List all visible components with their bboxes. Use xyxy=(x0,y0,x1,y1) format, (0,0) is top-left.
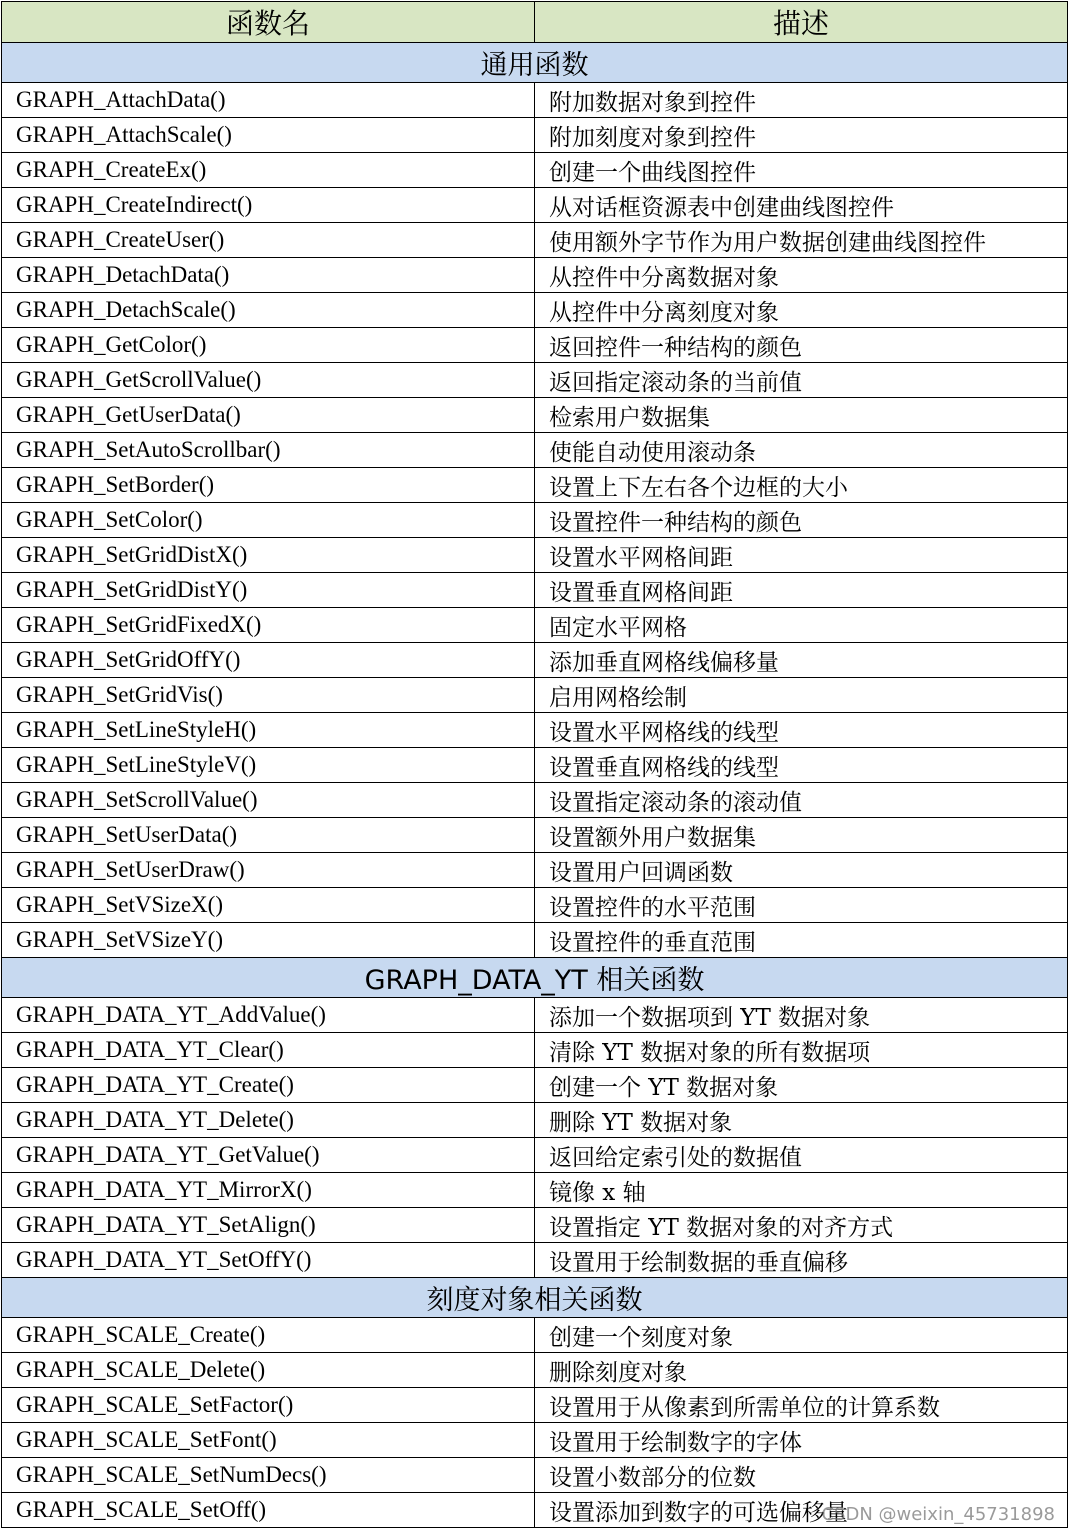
function-description-cell: 设置用于绘制数据的垂直偏移 xyxy=(535,1243,1068,1278)
function-name-cell: GRAPH_DATA_YT_GetValue() xyxy=(2,1138,535,1173)
function-description-cell: 设置上下左右各个边框的大小 xyxy=(535,468,1068,503)
function-description-cell: 设置指定 YT 数据对象的对齐方式 xyxy=(535,1208,1068,1243)
function-description-cell: 返回给定索引处的数据值 xyxy=(535,1138,1068,1173)
function-description-cell: 从控件中分离数据对象 xyxy=(535,258,1068,293)
table-row xyxy=(2,1138,1068,1173)
function-name-cell: GRAPH_SetGridDistY() xyxy=(2,573,535,608)
function-description-cell: 固定水平网格 xyxy=(535,608,1068,643)
table-row xyxy=(2,1423,1068,1458)
function-name-cell: GRAPH_SCALE_Create() xyxy=(2,1318,535,1353)
function-description-cell: 设置指定滚动条的滚动值 xyxy=(535,783,1068,818)
table-row xyxy=(2,853,1068,888)
table-row xyxy=(2,538,1068,573)
table-row xyxy=(2,153,1068,188)
section-title: GRAPH_DATA_YT 相关函数 xyxy=(2,958,1068,998)
table-header-row xyxy=(2,2,1068,43)
function-description-cell: 设置用于从像素到所需单位的计算系数 xyxy=(535,1388,1068,1423)
function-name-cell: GRAPH_GetScrollValue() xyxy=(2,363,535,398)
function-name-cell: GRAPH_SCALE_SetFont() xyxy=(2,1423,535,1458)
table-row xyxy=(2,923,1068,958)
table-row xyxy=(2,363,1068,398)
function-name-cell: GRAPH_DATA_YT_Create() xyxy=(2,1068,535,1103)
function-description-cell: 清除 YT 数据对象的所有数据项 xyxy=(535,1033,1068,1068)
function-description-cell: 从对话框资源表中创建曲线图控件 xyxy=(535,188,1068,223)
function-description-cell: 删除 YT 数据对象 xyxy=(535,1103,1068,1138)
function-description-cell: 返回指定滚动条的当前值 xyxy=(535,363,1068,398)
table-row xyxy=(2,713,1068,748)
function-name-cell: GRAPH_GetUserData() xyxy=(2,398,535,433)
function-description-cell: 启用网格绘制 xyxy=(535,678,1068,713)
function-description-cell: 设置用于绘制数字的字体 xyxy=(535,1423,1068,1458)
function-table xyxy=(1,1,1068,1528)
table-row xyxy=(2,118,1068,153)
table-row xyxy=(2,1458,1068,1493)
function-name-cell: GRAPH_DATA_YT_AddValue() xyxy=(2,998,535,1033)
function-name-cell: GRAPH_DetachData() xyxy=(2,258,535,293)
function-name-cell: GRAPH_SetBorder() xyxy=(2,468,535,503)
function-name-cell: GRAPH_GetColor() xyxy=(2,328,535,363)
table-row xyxy=(2,1243,1068,1278)
function-name-cell: GRAPH_SetScrollValue() xyxy=(2,783,535,818)
table-row xyxy=(2,783,1068,818)
table-row xyxy=(2,678,1068,713)
function-name-cell: GRAPH_SCALE_Delete() xyxy=(2,1353,535,1388)
table-row xyxy=(2,1103,1068,1138)
table-row xyxy=(2,223,1068,258)
function-description-cell: 附加数据对象到控件 xyxy=(535,83,1068,118)
function-name-cell: GRAPH_CreateEx() xyxy=(2,153,535,188)
function-name-cell: GRAPH_SCALE_SetNumDecs() xyxy=(2,1458,535,1493)
table-row xyxy=(2,1068,1068,1103)
function-description-cell: 使用额外字节作为用户数据创建曲线图控件 xyxy=(535,223,1068,258)
function-description-cell: 设置垂直网格间距 xyxy=(535,573,1068,608)
function-description-cell: 设置用户回调函数 xyxy=(535,853,1068,888)
function-name-cell: GRAPH_SetLineStyleV() xyxy=(2,748,535,783)
section-header-row xyxy=(2,1278,1068,1318)
function-description-cell: 附加刻度对象到控件 xyxy=(535,118,1068,153)
table-row xyxy=(2,748,1068,783)
function-description-cell: 删除刻度对象 xyxy=(535,1353,1068,1388)
table-row xyxy=(2,468,1068,503)
table-row xyxy=(2,433,1068,468)
table-row xyxy=(2,818,1068,853)
function-name-cell: GRAPH_SetUserDraw() xyxy=(2,853,535,888)
section-title: 通用函数 xyxy=(2,43,1068,83)
watermark: CSDN @weixin_45731898 xyxy=(821,1504,1055,1525)
function-name-cell: GRAPH_SetGridVis() xyxy=(2,678,535,713)
section-header-row xyxy=(2,958,1068,998)
function-description-cell: 设置添加到数字的可选偏移量 xyxy=(535,1493,1068,1528)
function-name-cell: GRAPH_CreateIndirect() xyxy=(2,188,535,223)
function-name-cell: GRAPH_SetVSizeX() xyxy=(2,888,535,923)
table-row xyxy=(2,1318,1068,1353)
function-description-cell: 设置额外用户数据集 xyxy=(535,818,1068,853)
function-description-cell: 使能自动使用滚动条 xyxy=(535,433,1068,468)
function-name-cell: GRAPH_DATA_YT_MirrorX() xyxy=(2,1173,535,1208)
function-description-cell: 镜像 x 轴 xyxy=(535,1173,1068,1208)
table-row xyxy=(2,1353,1068,1388)
function-name-cell: GRAPH_DATA_YT_SetAlign() xyxy=(2,1208,535,1243)
function-name-cell: GRAPH_SCALE_SetFactor() xyxy=(2,1388,535,1423)
table-row xyxy=(2,608,1068,643)
function-description-cell: 返回控件一种结构的颜色 xyxy=(535,328,1068,363)
description-column-header: 描述 xyxy=(535,2,1068,43)
table-row xyxy=(2,1033,1068,1068)
function-name-cell: GRAPH_DATA_YT_SetOffY() xyxy=(2,1243,535,1278)
table-row xyxy=(2,643,1068,678)
function-name-cell: GRAPH_DetachScale() xyxy=(2,293,535,328)
function-description-cell: 添加一个数据项到 YT 数据对象 xyxy=(535,998,1068,1033)
function-name-cell: GRAPH_AttachData() xyxy=(2,83,535,118)
function-description-cell: 设置小数部分的位数 xyxy=(535,1458,1068,1493)
table-row xyxy=(2,573,1068,608)
table-row xyxy=(2,1388,1068,1423)
function-description-cell: 设置控件的垂直范围 xyxy=(535,923,1068,958)
function-description-cell: 创建一个曲线图控件 xyxy=(535,153,1068,188)
function-name-cell: GRAPH_SCALE_SetOff() xyxy=(2,1493,535,1528)
section-title: 刻度对象相关函数 xyxy=(2,1278,1068,1318)
function-description-cell: 添加垂直网格线偏移量 xyxy=(535,643,1068,678)
function-description-cell: 从控件中分离刻度对象 xyxy=(535,293,1068,328)
table-row xyxy=(2,398,1068,433)
table-row xyxy=(2,83,1068,118)
table-row xyxy=(2,888,1068,923)
table-row xyxy=(2,1173,1068,1208)
function-description-cell: 设置水平网格间距 xyxy=(535,538,1068,573)
function-name-cell: GRAPH_SetGridFixedX() xyxy=(2,608,535,643)
table-row xyxy=(2,998,1068,1033)
function-name-cell: GRAPH_CreateUser() xyxy=(2,223,535,258)
table-row xyxy=(2,1208,1068,1243)
function-description-cell: 设置控件一种结构的颜色 xyxy=(535,503,1068,538)
table-row xyxy=(2,293,1068,328)
function-description-cell: 创建一个刻度对象 xyxy=(535,1318,1068,1353)
function-name-cell: GRAPH_SetGridDistX() xyxy=(2,538,535,573)
table-row xyxy=(2,328,1068,363)
table-body xyxy=(2,43,1068,1528)
function-name-cell: GRAPH_SetGridOffY() xyxy=(2,643,535,678)
name-column-header: 函数名 xyxy=(2,2,535,43)
function-description-cell: 设置控件的水平范围 xyxy=(535,888,1068,923)
function-name-cell: GRAPH_DATA_YT_Clear() xyxy=(2,1033,535,1068)
table-row xyxy=(2,503,1068,538)
function-description-cell: 创建一个 YT 数据对象 xyxy=(535,1068,1068,1103)
table-row xyxy=(2,188,1068,223)
function-name-cell: GRAPH_SetAutoScrollbar() xyxy=(2,433,535,468)
function-description-cell: 检索用户数据集 xyxy=(535,398,1068,433)
function-name-cell: GRAPH_SetLineStyleH() xyxy=(2,713,535,748)
function-name-cell: GRAPH_SetVSizeY() xyxy=(2,923,535,958)
table-row xyxy=(2,258,1068,293)
function-name-cell: GRAPH_SetColor() xyxy=(2,503,535,538)
function-description-cell: 设置垂直网格线的线型 xyxy=(535,748,1068,783)
function-name-cell: GRAPH_DATA_YT_Delete() xyxy=(2,1103,535,1138)
section-header-row xyxy=(2,43,1068,83)
function-description-cell: 设置水平网格线的线型 xyxy=(535,713,1068,748)
function-name-cell: GRAPH_AttachScale() xyxy=(2,118,535,153)
function-name-cell: GRAPH_SetUserData() xyxy=(2,818,535,853)
